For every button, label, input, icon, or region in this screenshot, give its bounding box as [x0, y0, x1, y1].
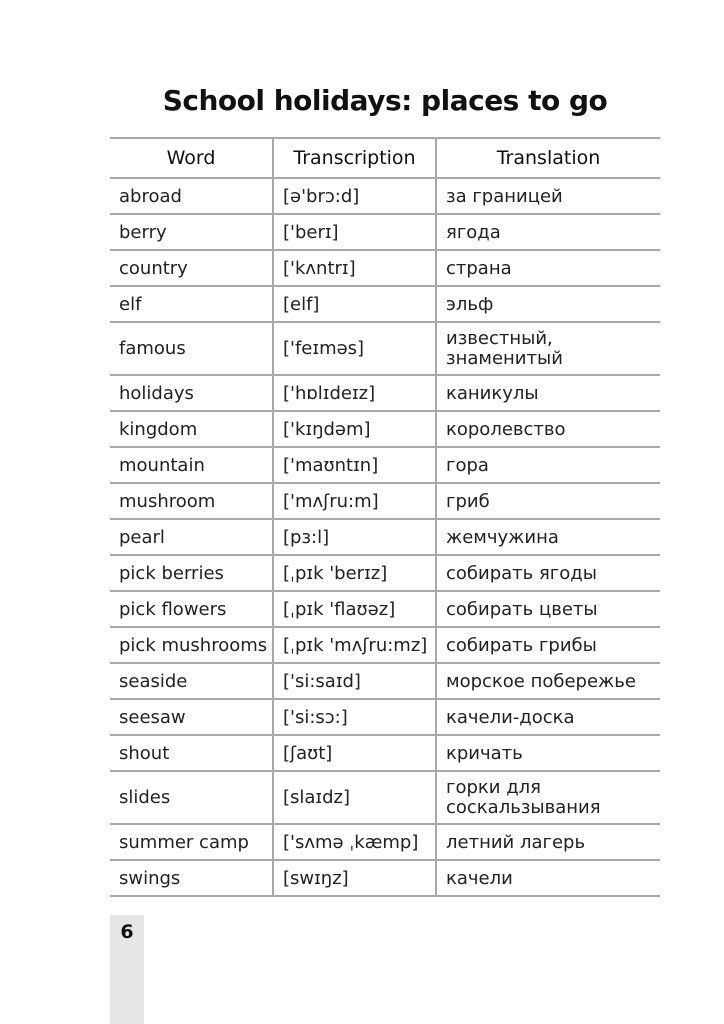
word-cell: country: [110, 250, 273, 286]
table-row: [110, 663, 660, 699]
transcription-cell: [ˌpɪk 'berɪz]: [273, 555, 436, 591]
page-number-tab: [110, 915, 144, 1024]
translation-cell: известный, знаменитый: [436, 322, 660, 375]
transcription-cell: ['mʌʃru:m]: [273, 483, 436, 519]
translation-cell: собирать цветы: [436, 591, 660, 627]
word-cell: pick flowers: [110, 591, 273, 627]
table-row: [110, 824, 660, 860]
column-header-word: Word: [110, 138, 273, 178]
transcription-cell: [ʃaʊt]: [273, 735, 436, 771]
translation-cell: гриб: [436, 483, 660, 519]
word-cell: shout: [110, 735, 273, 771]
table-row: [110, 519, 660, 555]
column-header-transcription: Transcription: [273, 138, 436, 178]
transcription-cell: ['si:saɪd]: [273, 663, 436, 699]
page-title: School holidays: places to go: [162, 84, 608, 117]
word-cell: seaside: [110, 663, 273, 699]
table-row: [110, 411, 660, 447]
table-row: [110, 771, 660, 824]
table-header-row: [110, 138, 660, 178]
translation-cell: ягода: [436, 214, 660, 250]
translation-cell: летний лагерь: [436, 824, 660, 860]
word-cell: swings: [110, 860, 273, 896]
transcription-cell: [ə'brɔ:d]: [273, 178, 436, 214]
word-cell: summer camp: [110, 824, 273, 860]
transcription-cell: ['kɪŋdəm]: [273, 411, 436, 447]
transcription-cell: ['kʌntrɪ]: [273, 250, 436, 286]
transcription-cell: [ˌpɪk 'flaʊəz]: [273, 591, 436, 627]
translation-cell: собирать грибы: [436, 627, 660, 663]
translation-cell: качели-доска: [436, 699, 660, 735]
table-row: [110, 322, 660, 375]
word-cell: pick mushrooms: [110, 627, 273, 663]
transcription-cell: [slaɪdz]: [273, 771, 436, 824]
table-row: [110, 286, 660, 322]
transcription-cell: ['feɪməs]: [273, 322, 436, 375]
table-row: [110, 591, 660, 627]
word-cell: holidays: [110, 375, 273, 411]
translation-cell: жемчужина: [436, 519, 660, 555]
table-row: [110, 178, 660, 214]
table-row: [110, 250, 660, 286]
word-cell: seesaw: [110, 699, 273, 735]
column-header-translation: Translation: [436, 138, 660, 178]
word-cell: elf: [110, 286, 273, 322]
translation-cell: королевство: [436, 411, 660, 447]
table-row: [110, 447, 660, 483]
word-cell: pearl: [110, 519, 273, 555]
transcription-cell: ['berɪ]: [273, 214, 436, 250]
transcription-cell: ['si:sɔ:]: [273, 699, 436, 735]
translation-cell: горки для соскальзывания: [436, 771, 660, 824]
translation-cell: страна: [436, 250, 660, 286]
transcription-cell: [ˌpɪk 'mʌʃru:mz]: [273, 627, 436, 663]
table-row: [110, 699, 660, 735]
word-cell: pick berries: [110, 555, 273, 591]
table-row: [110, 214, 660, 250]
word-cell: abroad: [110, 178, 273, 214]
word-cell: berry: [110, 214, 273, 250]
word-cell: kingdom: [110, 411, 273, 447]
transcription-cell: [pɜ:l]: [273, 519, 436, 555]
table-row: [110, 627, 660, 663]
page-number: 6: [120, 921, 134, 943]
word-cell: mushroom: [110, 483, 273, 519]
translation-cell: гора: [436, 447, 660, 483]
transcription-cell: ['hɒlɪdeɪz]: [273, 375, 436, 411]
table-row: [110, 555, 660, 591]
translation-cell: каникулы: [436, 375, 660, 411]
translation-cell: морское побережье: [436, 663, 660, 699]
table-row: [110, 735, 660, 771]
translation-cell: качели: [436, 860, 660, 896]
transcription-cell: ['maʊntɪn]: [273, 447, 436, 483]
translation-cell: за границей: [436, 178, 660, 214]
word-cell: famous: [110, 322, 273, 375]
transcription-cell: [swɪŋz]: [273, 860, 436, 896]
word-cell: mountain: [110, 447, 273, 483]
table-row: [110, 375, 660, 411]
word-cell: slides: [110, 771, 273, 824]
table-row: [110, 483, 660, 519]
transcription-cell: ['sʌmə ˌkæmp]: [273, 824, 436, 860]
translation-cell: кричать: [436, 735, 660, 771]
vocabulary-table: [110, 137, 660, 897]
translation-cell: собирать ягоды: [436, 555, 660, 591]
translation-cell: эльф: [436, 286, 660, 322]
transcription-cell: [elf]: [273, 286, 436, 322]
table-row: [110, 860, 660, 896]
